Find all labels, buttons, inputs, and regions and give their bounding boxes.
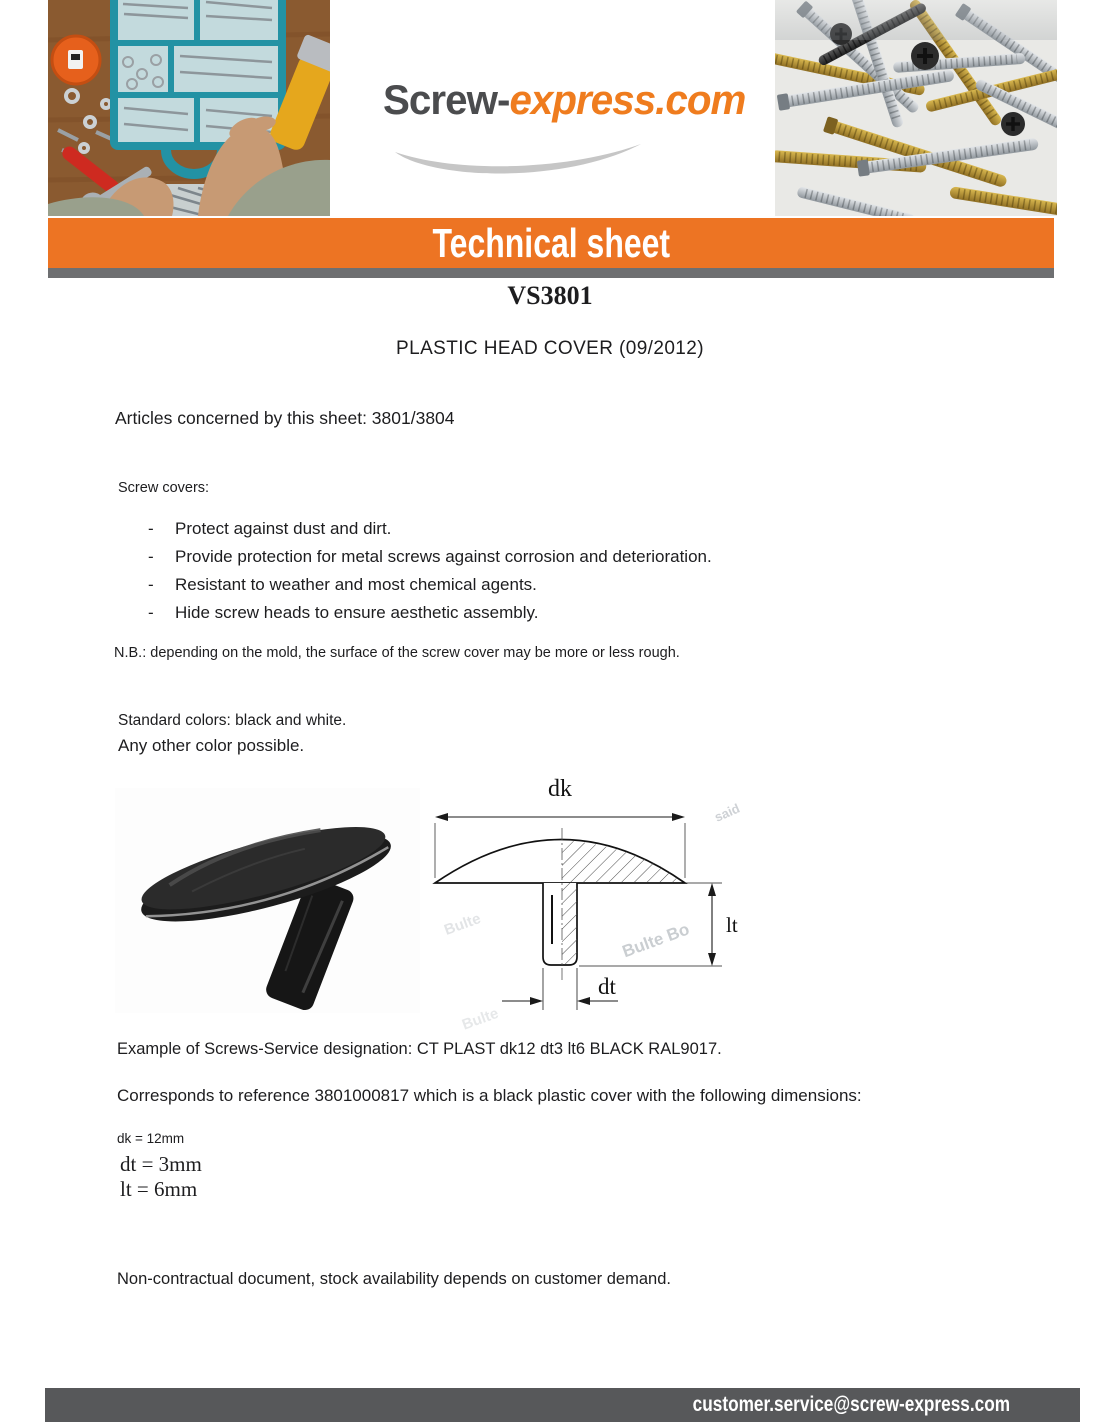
list-item — [148, 603, 712, 623]
logo-prefix: Screw- — [383, 76, 510, 123]
workbench-photo — [48, 0, 330, 216]
dimension-value-dk: dk = 12mm — [117, 1131, 185, 1146]
standard-colors-line: Standard colors: black and white. — [118, 712, 347, 729]
reference-line: Corresponds to reference 3801000817 which is a black plastic cover with the following dimensions: — [117, 1086, 862, 1105]
product-photo-art — [115, 788, 420, 1013]
document-code: VS3801 — [507, 281, 593, 310]
dimension-lt — [579, 883, 722, 966]
bullet-dash: - — [148, 575, 154, 594]
list-item-text: Resistant to weather and most chemical agents. — [175, 575, 537, 594]
disclaimer-line: Non-contractual document, stock availability depends on customer demand. — [117, 1270, 671, 1288]
screw-pile-photo — [775, 0, 1057, 216]
footer-bar — [45, 1388, 1080, 1422]
workbench-photo-art — [48, 0, 330, 216]
head-hatch — [562, 840, 683, 882]
list-item — [148, 519, 712, 539]
covers-heading: Screw covers: — [118, 480, 210, 496]
list-item-text: Hide screw heads to ensure aesthetic assembly. — [175, 603, 539, 622]
list-item-text: Protect against dust and dirt. — [175, 519, 392, 538]
tape-measure — [51, 35, 101, 85]
banner-title: Technical sheet — [432, 219, 670, 266]
bullet-dash: - — [148, 547, 154, 566]
banner-divider — [48, 268, 1054, 278]
label-dk: dk — [548, 776, 572, 802]
stem-hatch — [562, 883, 577, 964]
articles-line: Articles concerned by this sheet: 3801/3804 — [115, 408, 455, 428]
bullet-dash: - — [148, 603, 154, 622]
watermark-text: said — [712, 800, 742, 825]
dimension-value-dt: dt = 3mm — [120, 1152, 202, 1176]
list-item — [148, 575, 712, 595]
dimension-value-lt: lt = 6mm — [120, 1177, 198, 1201]
technical-sheet-banner — [48, 218, 1054, 268]
technical-diagram-art — [430, 768, 760, 1030]
watermark-text: Bulte — [459, 1004, 501, 1030]
label-dt: dt — [598, 974, 616, 999]
product-photo — [115, 788, 420, 1018]
technical-diagram — [430, 768, 760, 1035]
example-line: Example of Screws-Service designation: CT PLAST dk12 dt3 lt6 BLACK RAL9017. — [117, 1040, 722, 1058]
watermark-text: Bulte Bo — [619, 919, 692, 962]
other-colors-line: Any other color possible. — [118, 736, 305, 755]
benefits-list — [148, 519, 712, 631]
footer-email-link[interactable]: customer.service@screw-express.com — [692, 1393, 1010, 1416]
label-lt: lt — [726, 913, 738, 937]
logo — [383, 76, 746, 176]
logo-swoosh — [389, 140, 647, 180]
list-item-text: Provide protection for metal screws against corrosion and deterioration. — [175, 547, 712, 566]
logo-suffix: express.com — [509, 76, 746, 123]
nb-note: N.B.: depending on the mold, the surface of the screw cover may be more or less rough. — [114, 645, 680, 661]
logo-text — [383, 76, 746, 124]
screw-pile-art — [775, 0, 1057, 216]
list-item — [148, 547, 712, 567]
diagram-watermarks — [442, 800, 742, 1030]
bullet-dash: - — [148, 519, 154, 538]
document-title: PLASTIC HEAD COVER (09/2012) — [396, 338, 704, 359]
watermark-text: Bulte — [441, 910, 484, 939]
